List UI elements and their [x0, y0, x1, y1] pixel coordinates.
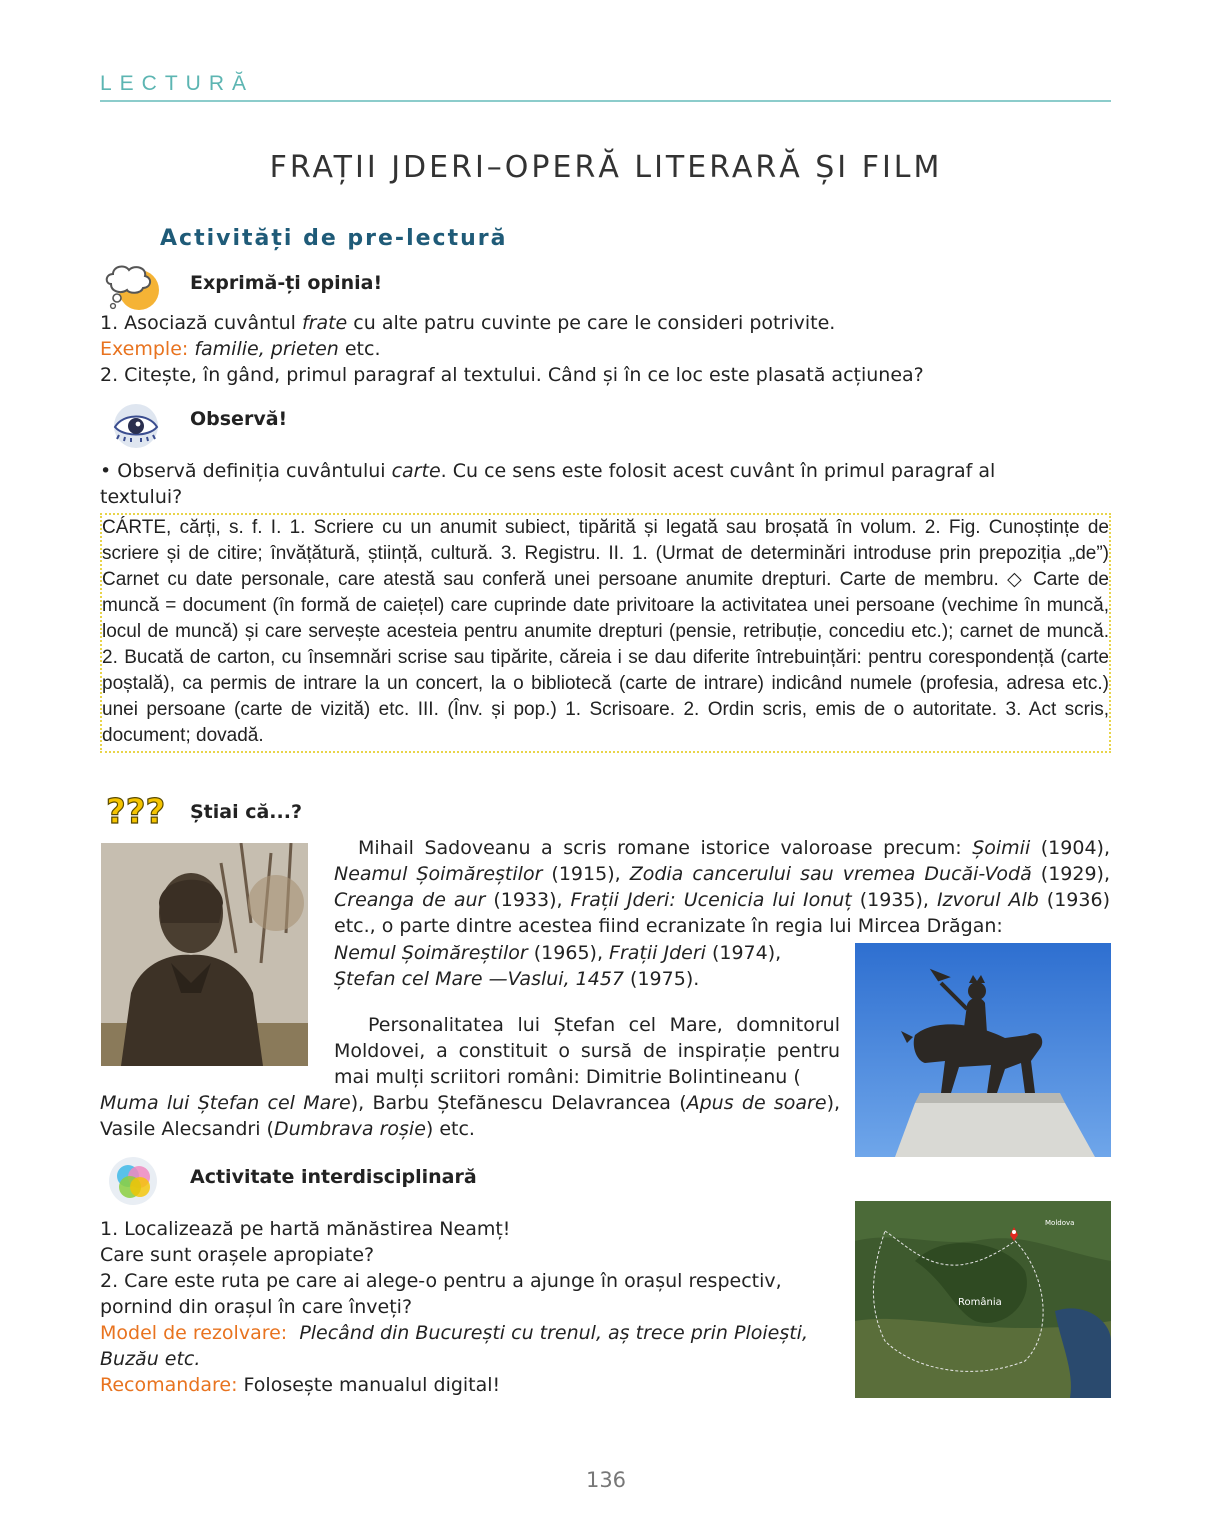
observe-heading: Observă!: [190, 408, 288, 430]
satellite-map: [855, 1201, 1111, 1398]
map-label-romania: România: [958, 1297, 1002, 1308]
opinion-heading: Exprimă-ți opinia!: [190, 272, 383, 294]
stefan-cel-mare-statue-photo: [855, 943, 1111, 1157]
model-solution-cont: Buzău etc.: [100, 1348, 201, 1370]
films-list: Nemul Șoimăreștilor (1965), Frații Jderi (1974), Ștefan cel Mare —Vaslui, 1457 (1975).: [334, 942, 782, 990]
section-divider: [100, 100, 1111, 102]
interdisciplinary-heading: Activitate interdisciplinară: [190, 1166, 477, 1188]
recommendation: Recomandare: Folosește manualul digital!: [100, 1374, 501, 1396]
svg-text:???: ???: [106, 792, 164, 830]
did-you-know-heading: Știai că...?: [190, 801, 302, 823]
thought-cloud-icon: [101, 256, 159, 314]
map-question-1: 1. Localizează pe hartă mănăstirea Neamț!: [100, 1218, 511, 1240]
map-label-moldova: Moldova: [1045, 1219, 1075, 1227]
question-marks-icon: [104, 790, 164, 830]
map-question-2b: pornind din orașul în care înveți?: [100, 1296, 413, 1318]
model-solution: Model de rezolvare: Plecând din București cu trenul, aș trece prin Ploiești,: [100, 1322, 808, 1344]
page-title: FRAȚII JDERI–OPERĂ LITERARĂ ȘI FILM: [269, 150, 943, 185]
page-number: 136: [585, 1468, 627, 1492]
sadoveanu-bust-photo: [101, 843, 308, 1066]
prelecture-heading: Activități de pre-lectură: [160, 226, 508, 251]
color-wheel-icon: [104, 1152, 162, 1210]
novels-paragraph: Mihail Sadoveanu a scris romane istorice valoroase precum: Șoimii (1904), Neamul Șoimăreștilor (1915), Zodia cancerului sau vremea Ducăi-Vodă (1929), Creanga de aur (1933), Frații Jderi: Ucenicia lui Ionuț (1935), Izvorul Alb (1936) etc., o parte dintre acestea fiind ecranizate în regia lui Mircea Drăgan:: [334, 837, 1110, 937]
question-1: 1. Asociază cuvântul frate cu alte patru cuvinte pe care le consideri potrivite.: [100, 312, 836, 334]
examples-line: Exemple: familie, prieten etc.: [100, 338, 381, 360]
stefan-paragraph-start: Personalitatea lui Ștefan cel Mare, domnitorul Moldovei, a constituit o sursă de inspirație pentru mai mulți scriitori români: Dimitrie Bolintineanu (: [334, 1014, 840, 1088]
eye-icon: [107, 397, 165, 455]
section-label: LECTURĂ: [100, 72, 255, 95]
dictionary-definition: CÁRTE, cărți, s. f. I. 1. Scriere cu un anumit subiect, tipărită și legată sau broșată în volum. 2. Fig. Cunoștințe de scriere și de citire; învățătură, știință, cultură. 3. Registru. II. 1. (Urmat de determinări introduse prin prepoziția „de”) Carnet cu date personale, care atestă sau conferă unei persoane anumite drepturi. Carte de membru. ◇ Carte de muncă = document (în formă de caiețel) care cuprinde date privitoare la activitatea unei persoane (vechime în muncă, locul de muncă) și care servește acesteia pentru anumite drepturi (pensie, retribuție, concediu etc.); carnet de muncă. 2. Bucată de carton, cu însemnări scrise sau tipărite, căreia i se dau diferite întrebuințări: pentru corespondență (carte poștală), ca permis de intrare la un concert, la o bibliotecă (carte de intrare) indicând numele (profesia, adresa etc.) unei persoane (carte de vizită) etc. III. (Înv. și pop.) 1. Scrisoare. 2. Ordin scris, emis de o autoritate. 3. Act scris, document; dovadă.: [100, 513, 1111, 753]
observe-instruction: • Observă definiția cuvântului carte. Cu ce sens este folosit acest cuvânt în primul paragraf al textului?: [100, 460, 996, 508]
stefan-paragraph-end: Muma lui Ștefan cel Mare), Barbu Ștefănescu Delavrancea (Apus de soare), Vasile Alecsandri (Dumbrava roșie) etc.: [100, 1092, 841, 1140]
map-question-2: 2. Care este ruta pe care ai alege-o pentru a ajunge în orașul respectiv,: [100, 1270, 782, 1292]
map-question-1b: Care sunt orașele apropiate?: [100, 1244, 375, 1266]
question-2: 2. Citește, în gând, primul paragraf al textului. Când și în ce loc este plasată acțiunea?: [100, 364, 924, 386]
